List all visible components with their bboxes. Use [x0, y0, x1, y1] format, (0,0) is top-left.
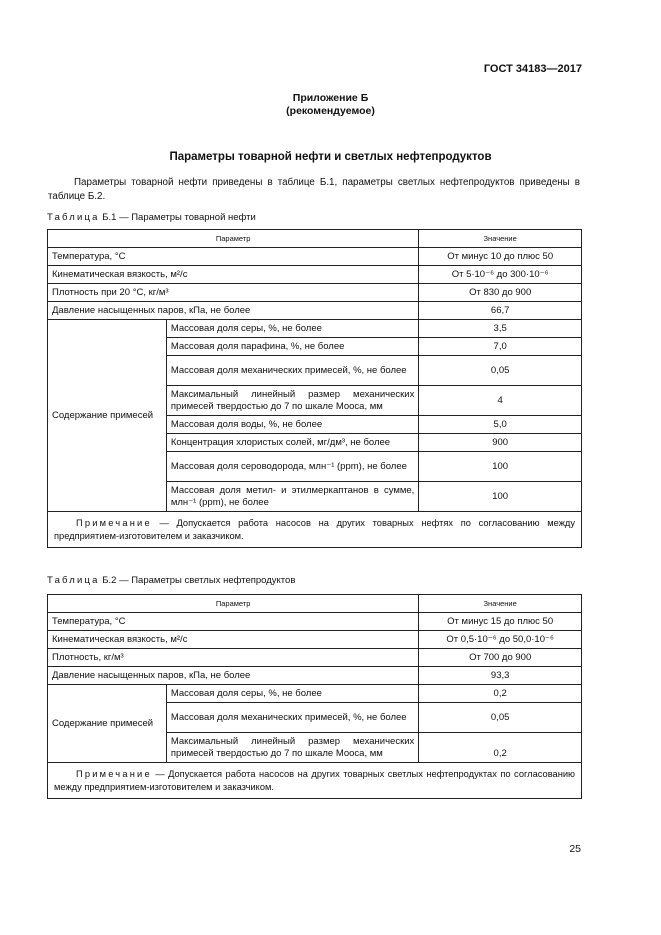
table1-value: 3,5	[419, 320, 582, 338]
table1-sub-param: Концентрация хлористых солей, мг/дм³, не более	[166, 434, 419, 452]
table1-param: Кинематическая вязкость, м²/с	[48, 266, 419, 284]
table-note-row	[48, 512, 582, 548]
table1-param: Плотность при 20 °C, кг/м³	[48, 284, 419, 302]
table2-param: Плотность, кг/м³	[48, 649, 419, 667]
page-number: 25	[569, 843, 581, 855]
table1-value: 5,0	[419, 416, 582, 434]
table1-sub-param: Массовая доля парафина, %, не более	[166, 338, 419, 356]
table1	[47, 229, 582, 548]
table-row	[48, 667, 582, 685]
table2-value: 93,3	[419, 667, 582, 685]
table2-note-text: — Допускается работа насосов на других товарных светлых нефтепродуктах по согласованию между предприятием-изготовителем и заказчиком.	[54, 769, 575, 792]
table1-header-param: Параметр	[48, 230, 419, 248]
table2-caption	[47, 575, 295, 586]
table2-value: 0,05	[419, 703, 582, 733]
table2-group-label: Содержание примесей	[48, 685, 167, 763]
table1-note	[48, 512, 582, 548]
table1-value: 66,7	[419, 302, 582, 320]
table2-value: От 700 до 900	[419, 649, 582, 667]
table2-note	[48, 763, 582, 799]
table2-sub-param: Массовая доля серы, %, не более	[166, 685, 418, 703]
table1-value: 100	[419, 482, 582, 512]
table1-sub-param: Массовая доля воды, %, не более	[166, 416, 419, 434]
table1-value: 4	[419, 386, 582, 416]
table2-param: Температура, °C	[48, 613, 419, 631]
table-row	[48, 248, 582, 266]
table-row	[48, 284, 582, 302]
document-code: ГОСТ 34183—2017	[483, 63, 582, 75]
table2-param: Давление насыщенных паров, кПа, не более	[48, 667, 419, 685]
appendix-heading	[0, 92, 661, 118]
section-heading: Параметры товарной нефти и светлых нефтепродуктов	[169, 151, 492, 163]
table2-value: От минус 15 до плюс 50	[419, 613, 582, 631]
table2-caption-text: Б.2 — Параметры светлых нефтепродуктов	[99, 575, 296, 586]
table-row	[48, 266, 582, 284]
table1-sub-param: Массовая доля метил- и этилмеркаптанов в сумме, млн⁻¹ (ppm), не более	[166, 482, 419, 512]
table-row	[48, 649, 582, 667]
table1-caption-word: Таблица	[47, 212, 100, 223]
appendix-title: Приложение Б	[292, 92, 369, 104]
table1-value: 100	[419, 452, 582, 482]
table2-value: 0,2	[419, 733, 582, 763]
table-row	[48, 302, 582, 320]
table1-note-word: Примечание	[76, 518, 152, 528]
table-row	[48, 631, 582, 649]
table1-value: От 5·10⁻⁶ до 300·10⁻⁶	[419, 266, 582, 284]
table2-sub-param: Максимальный линейный размер механических примесей твердостью до 7 по шкале Мооса, мм	[166, 733, 418, 763]
table2-value: От 0,5·10⁻⁶ до 50,0·10⁻⁶	[419, 631, 582, 649]
table1-sub-param: Массовая доля механических примесей, %, не более	[166, 356, 419, 386]
table2-note-word: Примечание	[76, 769, 152, 779]
table1-value: 7,0	[419, 338, 582, 356]
table1-param: Температура, °C	[48, 248, 419, 266]
table1-value: От минус 10 до плюс 50	[419, 248, 582, 266]
appendix-subtitle: (рекомендуемое)	[286, 105, 375, 117]
table2	[47, 594, 582, 799]
table1-group-label: Содержание примесей	[48, 320, 167, 512]
table-row	[48, 320, 582, 338]
table1-value: 900	[419, 434, 582, 452]
table1-sub-param: Массовая доля серы, %, не более	[166, 320, 419, 338]
intro-paragraph: Параметры товарной нефти приведены в таблице Б.1, параметры светлых нефтепродуктов приведены в таблице Б.2.	[48, 177, 580, 202]
table1-value: 0,05	[419, 356, 582, 386]
table2-caption-word: Таблица	[47, 575, 100, 586]
table1-caption-text: Б.1 — Параметры товарной нефти	[99, 212, 256, 223]
table-note-row	[48, 763, 582, 799]
table2-header-value: Значение	[419, 595, 582, 613]
table2-sub-param: Массовая доля механических примесей, %, не более	[166, 703, 418, 733]
table1-header-value: Значение	[419, 230, 582, 248]
table1-sub-param: Максимальный линейный размер механических примесей твердостью до 7 по шкале Мооса, мм	[166, 386, 419, 416]
table-row	[48, 613, 582, 631]
table2-value: 0,2	[419, 685, 582, 703]
table1-note-text: — Допускается работа насосов на других товарных нефтях по согласованию между предприятием-изготовителем и заказчиком.	[54, 518, 575, 541]
table1-param: Давление насыщенных паров, кПа, не более	[48, 302, 419, 320]
table-row	[48, 685, 582, 703]
table1-sub-param: Массовая доля сероводорода, млн⁻¹ (ppm), не более	[166, 452, 419, 482]
table2-header-param: Параметр	[48, 595, 419, 613]
table1-caption	[47, 212, 256, 223]
table2-param: Кинематическая вязкость, м²/с	[48, 631, 419, 649]
table1-value: От 830 до 900	[419, 284, 582, 302]
